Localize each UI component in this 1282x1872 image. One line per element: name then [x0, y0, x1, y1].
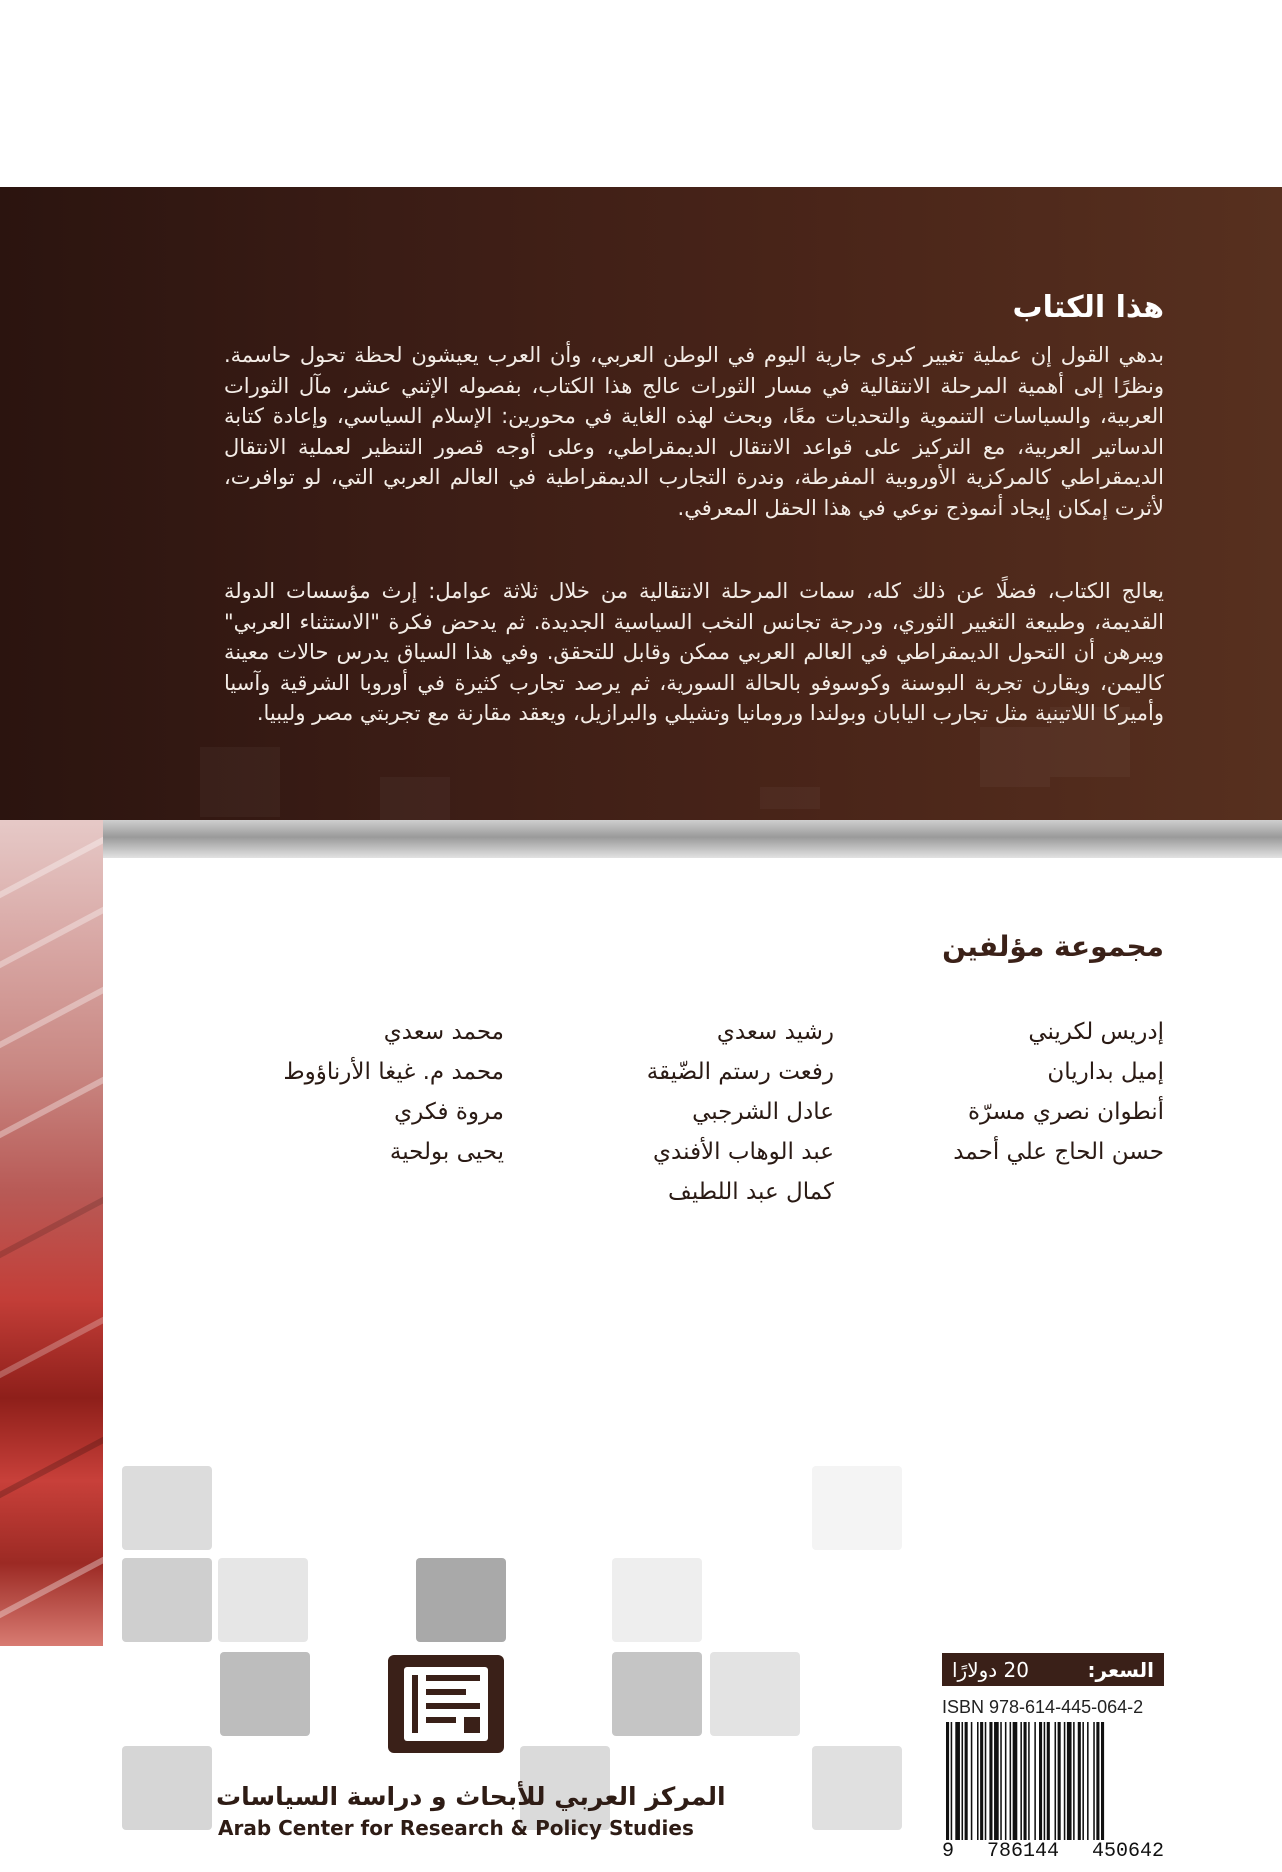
publisher-name-arabic: المركز العربي للأبحاث و دراسة السياسات: [216, 1782, 726, 1811]
author-name: أنطوان نصري مسرّة: [967, 1099, 1164, 1125]
author-name: عادل الشرجبي: [692, 1099, 834, 1125]
author-name: مروة فكري: [394, 1099, 504, 1125]
barcode: [942, 1722, 1164, 1840]
authors-column-right: [884, 1012, 1164, 1172]
barcode-digit-group: 450642: [1091, 1840, 1164, 1863]
book-description-paragraph-1: بدهي القول إن عملية تغيير كبرى جارية اليوم في الوطن العربي، وأن العرب يعيشون لحظة تحول حاسمة. ونظرًا إلى أهمية المرحلة الانتقالية في مسار الثورات عالج هذا الكتاب، بفصوله الإثني عشر، مآل الثورات العربية، والسياسات التنموية والتحديات معًا، وبحث لهذه الغاية في محورين: الإسلام السياسي، وإعادة كتابة الدساتير العربية، مع التركيز على قواعد الانتقال الديمقراطي، وعلى أوجه قصور التنظير لعملية الانتقال الديمقراطي كالمركزية الأوروبية المفرطة، وندرة التجارب الديمقراطية في العالم العربي التي، لو توافرت، لأثرت إمكان إيجاد أنموذج نوعي في هذا الحقل المعرفي.: [224, 343, 1164, 520]
book-section-heading: هذا الكتاب: [1012, 290, 1164, 325]
author-name: رشيد سعدي: [716, 1019, 834, 1045]
top-white-area: [0, 0, 1282, 187]
author-name: إدريس لكريني: [1028, 1019, 1164, 1045]
author-name: محمد م. غيغا الأرناؤوط: [283, 1059, 504, 1085]
decorative-art-panel: [0, 820, 103, 1646]
barcode-digits: [942, 1840, 1164, 1863]
authors-column-left: [224, 1012, 504, 1172]
author-name: محمد سعدي: [383, 1019, 504, 1045]
author-name: كمال عبد اللطيف: [668, 1179, 834, 1205]
author-name: يحيى بولحية: [389, 1139, 504, 1165]
author-name: حسن الحاج علي أحمد: [953, 1139, 1164, 1165]
arab-center-logo-icon: [388, 1655, 504, 1753]
authors-column-middle: [554, 1012, 834, 1212]
author-name: عبد الوهاب الأفندي: [653, 1139, 834, 1165]
author-name: إميل بداريان: [1047, 1059, 1164, 1085]
barcode-digit-group: 9: [942, 1840, 955, 1863]
price-box: [942, 1653, 1164, 1686]
book-description-paragraph-2: يعالج الكتاب، فضلًا عن ذلك كله، سمات المرحلة الانتقالية من خلال ثلاثة عوامل: إرث مؤسسات الدولة القديمة، وطبيعة التغيير الثوري، ودرجة تجانس النخب السياسية الجديدة. ثم يدحض فكرة "الاستثناء العربي" ويبرهن أن التحول الديمقراطي في العالم العربي ممكن وقابل للتحقق. وفي هذا السياق يدرس حالات معينة كاليمن، ويقارن تجربة البوسنة وكوسوفو بالحالة السورية، ثم يرصد تجارب كثيرة في أوروبا الشرقية وآسيا وأميركا اللاتينية مثل تجارب اليابان وبولندا ورومانيا وتشيلي والبرازيل، ويعقد مقارنة مع تجربتي مصر وليبيا.: [224, 579, 1164, 725]
price-value: 20 دولارًا: [952, 1657, 1029, 1682]
publisher-name-english: Arab Center for Research & Policy Studies: [218, 1816, 694, 1840]
author-name: رفعت رستم الضّيقة: [646, 1059, 834, 1085]
isbn-text: ISBN 978-614-445-064-2: [942, 1697, 1144, 1717]
barcode-digit-group: 786144: [986, 1840, 1059, 1863]
grey-divider-strip: [0, 820, 1282, 858]
authors-heading: مجموعة مؤلفين: [942, 930, 1164, 963]
price-label: السعر:: [1087, 1657, 1154, 1682]
barcode-graphic: [942, 1722, 1164, 1840]
